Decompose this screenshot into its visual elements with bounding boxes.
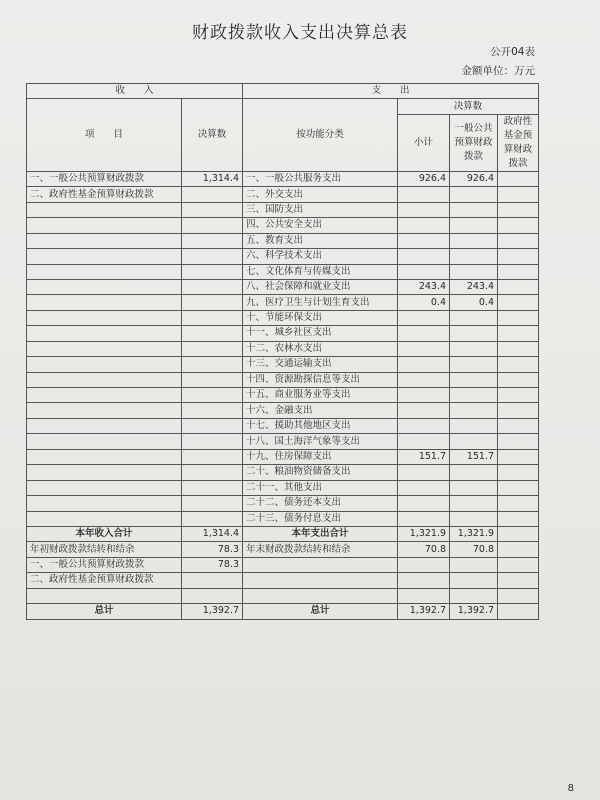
- gov-fund-cell: [498, 496, 539, 511]
- general-budget-cell: [450, 218, 498, 233]
- expense-item-cell: 九、医疗卫生与计划生育支出: [243, 295, 398, 310]
- income-amount-cell: [182, 496, 243, 511]
- table-row: [27, 542, 539, 557]
- expense-item-cell: 十、节能环保支出: [243, 310, 398, 325]
- table-row: [27, 310, 539, 325]
- table-row: [27, 264, 539, 279]
- income-amount-cell: [182, 341, 243, 356]
- subtotal-cell: [398, 496, 450, 511]
- gov-fund-cell: [498, 542, 539, 557]
- gov-fund-cell: [498, 218, 539, 233]
- income-amount-cell: [182, 264, 243, 279]
- income-item-cell: [27, 480, 182, 495]
- general-budget-cell: [450, 341, 498, 356]
- income-item-cell: 二、政府性基金预算财政拨款: [27, 573, 182, 588]
- table-row: [27, 171, 539, 186]
- table-row: [27, 372, 539, 387]
- general-budget-cell: [450, 264, 498, 279]
- income-amount-cell: [182, 434, 243, 449]
- form-number: 公开04表: [490, 46, 535, 58]
- general-budget-cell: [450, 388, 498, 403]
- table-row: [27, 279, 539, 294]
- income-item-cell: 本年收入合计: [27, 526, 182, 541]
- income-amount-cell: 78.3: [182, 557, 243, 572]
- income-item-cell: 一、一般公共预算财政拨款: [27, 557, 182, 572]
- subtotal-cell: [398, 557, 450, 572]
- general-budget-cell: [450, 357, 498, 372]
- income-item-cell: [27, 326, 182, 341]
- income-item-cell: [27, 279, 182, 294]
- expense-item-cell: 年末财政拨款结转和结余: [243, 542, 398, 557]
- expense-item-cell: 七、文化体育与传媒支出: [243, 264, 398, 279]
- gov-fund-cell: [498, 357, 539, 372]
- subtotal-cell: [398, 573, 450, 588]
- subtotal-cell: [398, 202, 450, 217]
- general-budget-cell: [450, 403, 498, 418]
- table-row: [27, 341, 539, 356]
- income-amount-cell: [182, 279, 243, 294]
- subtotal-cell: [398, 357, 450, 372]
- gov-fund-cell: [498, 465, 539, 480]
- subtotal-cell: 926.4: [398, 171, 450, 186]
- income-amount-cell: 78.3: [182, 542, 243, 557]
- expense-item-cell: 十四、资源勘探信息等支出: [243, 372, 398, 387]
- income-amount-cell: [182, 588, 243, 603]
- table-row: [27, 480, 539, 495]
- gov-fund-cell: [498, 388, 539, 403]
- income-amount-cell: [182, 403, 243, 418]
- income-item-cell: [27, 264, 182, 279]
- income-amount-header: 决算数: [182, 99, 243, 171]
- income-amount-cell: [182, 511, 243, 526]
- income-item-cell: [27, 372, 182, 387]
- gov-fund-cell: [498, 557, 539, 572]
- table-row: [27, 388, 539, 403]
- general-budget-cell: [450, 310, 498, 325]
- budget-table: [26, 83, 539, 620]
- income-amount-cell: [182, 249, 243, 264]
- gov-fund-cell: [498, 326, 539, 341]
- income-item-cell: [27, 388, 182, 403]
- general-budget-cell: [450, 326, 498, 341]
- income-item-cell: [27, 357, 182, 372]
- income-item-cell: [27, 588, 182, 603]
- general-budget-header: 一般公共预算财政拨款: [450, 114, 498, 171]
- table-row: [27, 295, 539, 310]
- general-budget-cell: 0.4: [450, 295, 498, 310]
- expense-item-cell: 十六、金融支出: [243, 403, 398, 418]
- income-amount-cell: [182, 310, 243, 325]
- expense-item-cell: 二十二、债务还本支出: [243, 496, 398, 511]
- general-budget-cell: [450, 557, 498, 572]
- subtotal-cell: [398, 218, 450, 233]
- gov-fund-cell: [498, 249, 539, 264]
- general-budget-cell: [450, 573, 498, 588]
- gov-fund-cell: [498, 526, 539, 541]
- gov-fund-cell: [498, 403, 539, 418]
- income-item-cell: [27, 449, 182, 464]
- table-row: [27, 403, 539, 418]
- table-row: [27, 202, 539, 217]
- gov-fund-cell: [498, 341, 539, 356]
- gov-fund-cell: [498, 264, 539, 279]
- general-budget-cell: [450, 465, 498, 480]
- subtotal-cell: [398, 326, 450, 341]
- subtotal-header: 小计: [398, 114, 450, 171]
- subtotal-cell: 0.4: [398, 295, 450, 310]
- income-amount-cell: [182, 218, 243, 233]
- income-item-cell: 年初财政拨款结转和结余: [27, 542, 182, 557]
- income-amount-cell: [182, 326, 243, 341]
- income-amount-cell: 1,314.4: [182, 171, 243, 186]
- general-budget-cell: [450, 511, 498, 526]
- general-budget-cell: 1,392.7: [450, 604, 498, 619]
- general-budget-cell: 926.4: [450, 171, 498, 186]
- gov-fund-cell: [498, 604, 539, 619]
- expense-item-cell: 二、外交支出: [243, 187, 398, 202]
- expense-item-cell: 十九、住房保障支出: [243, 449, 398, 464]
- income-amount-cell: [182, 233, 243, 248]
- gov-fund-cell: [498, 187, 539, 202]
- table-row: [27, 604, 539, 619]
- income-item-cell: [27, 434, 182, 449]
- subtotal-cell: [398, 233, 450, 248]
- general-budget-cell: 1,321.9: [450, 526, 498, 541]
- subtotal-cell: 1,392.7: [398, 604, 450, 619]
- income-amount-cell: [182, 480, 243, 495]
- expense-item-cell: [243, 573, 398, 588]
- gov-fund-cell: [498, 511, 539, 526]
- subtotal-cell: 1,321.9: [398, 526, 450, 541]
- general-budget-cell: 70.8: [450, 542, 498, 557]
- expense-item-cell: 一、一般公共服务支出: [243, 171, 398, 186]
- table-row: [27, 418, 539, 433]
- income-amount-cell: [182, 187, 243, 202]
- general-budget-cell: [450, 480, 498, 495]
- income-amount-cell: [182, 357, 243, 372]
- table-row: [27, 465, 539, 480]
- table-row: [27, 573, 539, 588]
- gov-fund-cell: [498, 588, 539, 603]
- income-amount-cell: 1,314.4: [182, 526, 243, 541]
- gov-fund-cell: [498, 171, 539, 186]
- income-amount-cell: [182, 295, 243, 310]
- income-item-cell: [27, 310, 182, 325]
- income-item-cell: [27, 341, 182, 356]
- income-item-cell: [27, 249, 182, 264]
- gov-fund-cell: [498, 434, 539, 449]
- general-budget-cell: [450, 496, 498, 511]
- gov-fund-cell: [498, 310, 539, 325]
- general-budget-cell: [450, 588, 498, 603]
- expense-header: 支 出: [243, 84, 539, 99]
- gov-fund-cell: [498, 449, 539, 464]
- table-row: [27, 357, 539, 372]
- gov-fund-cell: [498, 418, 539, 433]
- page-number: 8: [567, 783, 574, 794]
- income-item-cell: [27, 233, 182, 248]
- income-item-cell: [27, 202, 182, 217]
- expense-item-cell: 二十三、债务付息支出: [243, 511, 398, 526]
- gov-fund-cell: [498, 279, 539, 294]
- function-class-header: 按功能分类: [243, 99, 398, 171]
- gov-fund-cell: [498, 295, 539, 310]
- income-item-cell: [27, 511, 182, 526]
- income-item-cell: [27, 418, 182, 433]
- table-row: [27, 187, 539, 202]
- subtotal-cell: [398, 403, 450, 418]
- table-row: [27, 449, 539, 464]
- income-amount-cell: [182, 372, 243, 387]
- expense-item-cell: 十五、商业服务业等支出: [243, 388, 398, 403]
- general-budget-cell: 243.4: [450, 279, 498, 294]
- income-item-cell: [27, 295, 182, 310]
- income-amount-cell: [182, 388, 243, 403]
- general-budget-cell: [450, 249, 498, 264]
- table-row: [27, 249, 539, 264]
- income-header: 收 入: [27, 84, 243, 99]
- subtotal-cell: [398, 418, 450, 433]
- general-budget-cell: [450, 434, 498, 449]
- general-budget-cell: 151.7: [450, 449, 498, 464]
- income-item-cell: 总计: [27, 604, 182, 619]
- income-item-cell: [27, 403, 182, 418]
- subtotal-cell: 243.4: [398, 279, 450, 294]
- subtotal-cell: [398, 341, 450, 356]
- subtotal-cell: [398, 480, 450, 495]
- expense-item-cell: 十三、交通运输支出: [243, 357, 398, 372]
- expense-item-cell: [243, 588, 398, 603]
- expense-item-cell: 十七、援助其他地区支出: [243, 418, 398, 433]
- subtotal-cell: [398, 310, 450, 325]
- table-row: [27, 218, 539, 233]
- item-header: 项 目: [27, 99, 182, 171]
- subtotal-cell: [398, 511, 450, 526]
- subtotal-cell: [398, 465, 450, 480]
- decision-group-header: 决算数: [398, 99, 539, 114]
- expense-item-cell: 十二、农林水支出: [243, 341, 398, 356]
- gov-fund-cell: [498, 233, 539, 248]
- table-row: [27, 233, 539, 248]
- general-budget-cell: [450, 372, 498, 387]
- expense-item-cell: 六、科学技术支出: [243, 249, 398, 264]
- table-row: [27, 526, 539, 541]
- expense-item-cell: 十八、国土海洋气象等支出: [243, 434, 398, 449]
- income-item-cell: [27, 465, 182, 480]
- subtotal-cell: 70.8: [398, 542, 450, 557]
- table-row: [27, 588, 539, 603]
- subtotal-cell: [398, 588, 450, 603]
- expense-item-cell: 本年支出合计: [243, 526, 398, 541]
- unit-label: 金额单位：万元: [461, 65, 535, 77]
- subtotal-cell: [398, 388, 450, 403]
- subtotal-cell: 151.7: [398, 449, 450, 464]
- gov-fund-cell: [498, 372, 539, 387]
- gov-fund-cell: [498, 480, 539, 495]
- expense-item-cell: 总计: [243, 604, 398, 619]
- income-amount-cell: [182, 573, 243, 588]
- income-amount-cell: [182, 202, 243, 217]
- subtotal-cell: [398, 434, 450, 449]
- income-item-cell: [27, 218, 182, 233]
- gov-fund-cell: [498, 573, 539, 588]
- income-amount-cell: 1,392.7: [182, 604, 243, 619]
- income-item-cell: 二、政府性基金预算财政拨款: [27, 187, 182, 202]
- income-amount-cell: [182, 418, 243, 433]
- subtotal-cell: [398, 187, 450, 202]
- general-budget-cell: [450, 202, 498, 217]
- income-item-cell: 一、一般公共预算财政拨款: [27, 171, 182, 186]
- general-budget-cell: [450, 233, 498, 248]
- general-budget-cell: [450, 418, 498, 433]
- expense-item-cell: 三、国防支出: [243, 202, 398, 217]
- expense-item-cell: 十一、城乡社区支出: [243, 326, 398, 341]
- subtotal-cell: [398, 249, 450, 264]
- table-row: [27, 496, 539, 511]
- expense-item-cell: 二十一、其他支出: [243, 480, 398, 495]
- subtotal-cell: [398, 372, 450, 387]
- general-budget-cell: [450, 187, 498, 202]
- expense-item-cell: 五、教育支出: [243, 233, 398, 248]
- gov-fund-header: 政府性基金预算财政拨款: [498, 114, 539, 171]
- expense-item-cell: 八、社会保障和就业支出: [243, 279, 398, 294]
- table-row: [27, 326, 539, 341]
- table-row: [27, 511, 539, 526]
- page-title: 财政拨款收入支出决算总表: [192, 23, 408, 43]
- table-row: [27, 434, 539, 449]
- expense-item-cell: 二十、粮油物资储备支出: [243, 465, 398, 480]
- table-row: [27, 557, 539, 572]
- income-item-cell: [27, 496, 182, 511]
- income-amount-cell: [182, 465, 243, 480]
- subtotal-cell: [398, 264, 450, 279]
- expense-item-cell: 四、公共安全支出: [243, 218, 398, 233]
- income-amount-cell: [182, 449, 243, 464]
- expense-item-cell: [243, 557, 398, 572]
- gov-fund-cell: [498, 202, 539, 217]
